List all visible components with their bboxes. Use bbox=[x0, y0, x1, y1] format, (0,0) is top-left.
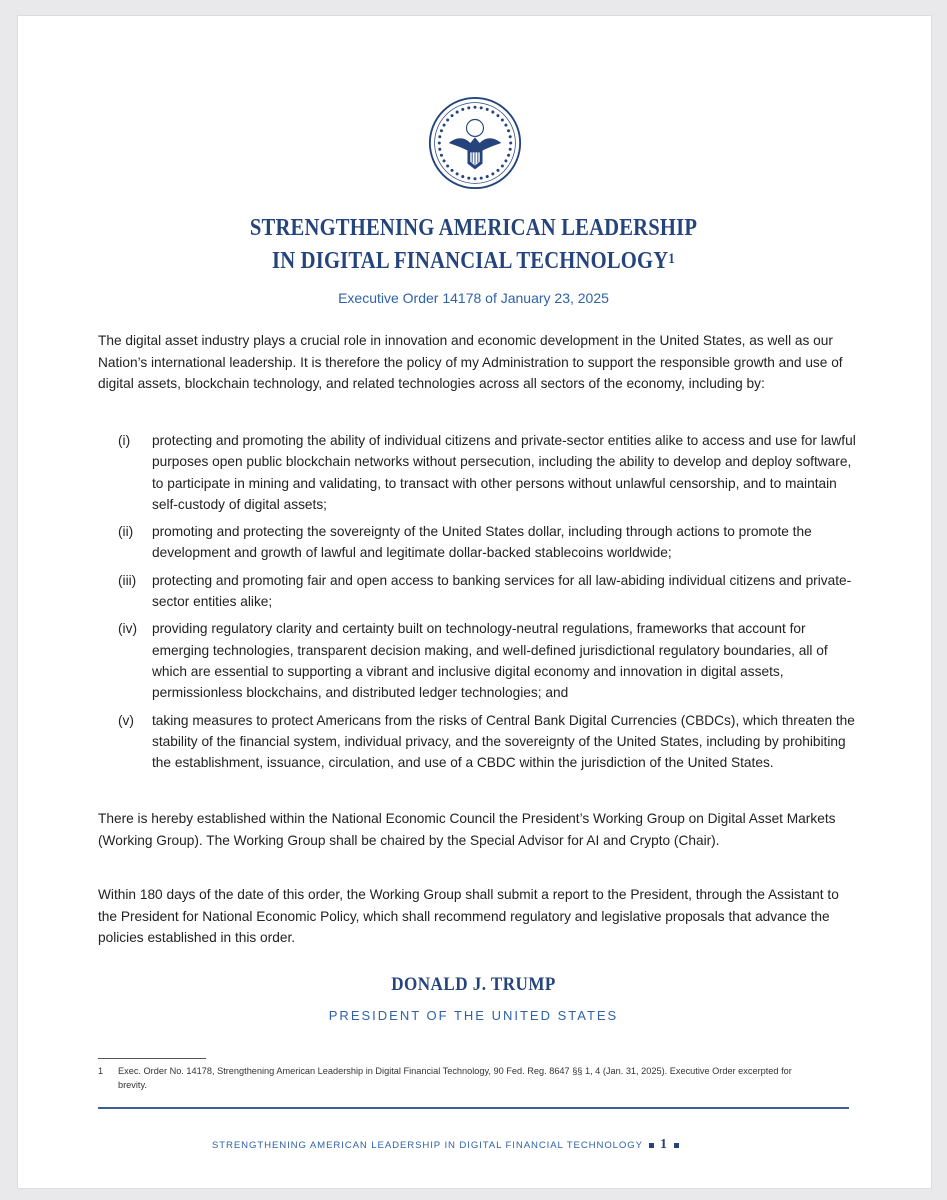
title-footnote-ref[interactable]: 1 bbox=[668, 251, 675, 267]
page-number: 1 bbox=[659, 1137, 668, 1152]
title-line-1: STRENGTHENING AMERICAN LEADERSHIP bbox=[249, 215, 698, 241]
policy-list bbox=[98, 430, 858, 779]
seal-star-icon bbox=[473, 106, 476, 109]
seal-star-icon bbox=[451, 114, 454, 117]
list-item-number: (i) bbox=[118, 433, 131, 448]
seal-star-icon bbox=[456, 172, 459, 175]
list-item bbox=[98, 618, 858, 703]
page-footer bbox=[212, 1137, 685, 1153]
footnote-text: Exec. Order No. 14178, Strengthening American Leadership in Digital Financial Technology, 90 Fed. Reg. 8647 §§ 1, 4 (Jan. 31, 2025). Executive Order excerpted for brevity. bbox=[118, 1066, 792, 1090]
seal-star-icon bbox=[438, 141, 441, 144]
seal-star-icon bbox=[461, 108, 464, 111]
list-item-text: protecting and promoting fair and open access to banking services for all law-abiding individual citizens and private-sector entities alike; bbox=[152, 572, 852, 610]
seal-star-icon bbox=[446, 119, 449, 122]
seal-star-icon bbox=[496, 114, 499, 117]
seal-star-icon bbox=[456, 111, 459, 114]
seal-star-icon bbox=[440, 154, 443, 157]
seal-star-icon bbox=[486, 108, 489, 111]
square-bullet-icon bbox=[649, 1143, 654, 1148]
seal-star-icon bbox=[501, 119, 504, 122]
seal-star-icon bbox=[467, 177, 470, 180]
seal-star-icon bbox=[504, 159, 507, 162]
seal-star-icon bbox=[451, 169, 454, 172]
list-item-text: protecting and promoting the ability of individual citizens and private-sector entities alike to access and use for lawful purposes open public blockchain networks without persecution, including the ability to develop and deploy software, to participate in mining and validating, to transact with other persons without unlawful censorship, and to maintain self-custody of digital assets; bbox=[152, 433, 856, 512]
seal-star-icon bbox=[509, 148, 512, 151]
seal-star-icon bbox=[440, 129, 443, 132]
seal-star-icon bbox=[438, 148, 441, 151]
list-item bbox=[98, 710, 858, 774]
list-item-number: (iii) bbox=[118, 572, 137, 588]
list-item bbox=[98, 430, 858, 515]
seal-star-icon bbox=[507, 154, 510, 157]
list-item bbox=[98, 570, 858, 613]
list-item-number: (ii) bbox=[118, 524, 134, 540]
seal-star-icon bbox=[491, 111, 494, 114]
footer-divider bbox=[98, 1107, 849, 1109]
seal-star-icon bbox=[507, 129, 510, 132]
list-item-number: (iv) bbox=[118, 621, 138, 637]
seal-star-icon bbox=[443, 159, 446, 162]
title-line-2 bbox=[66, 245, 880, 278]
seal-star-icon bbox=[438, 135, 441, 138]
square-bullet-icon bbox=[674, 1143, 679, 1148]
signature-name: DONALD J. TRUMP bbox=[391, 974, 556, 995]
footer-title: STRENGTHENING AMERICAN LEADERSHIP IN DIGITAL FINANCIAL TECHNOLOGY bbox=[212, 1139, 643, 1151]
seal-star-icon bbox=[480, 177, 483, 180]
seal-star-icon bbox=[486, 175, 489, 178]
signature-title: PRESIDENT OF THE UNITED STATES bbox=[328, 1008, 619, 1023]
footnote-number: 1 bbox=[98, 1066, 104, 1076]
list-item-text: providing regulatory clarity and certainty built on technology-neutral regulations, frameworks that account for emerging technologies, transparent decision making, and well-defined jurisdictional regulatory boundaries, all of which are essential to supporting a vibrant and inclusive digital economy and innovation in digital assets, permissionless blockchains, and distributed ledger technologies; and bbox=[152, 621, 828, 701]
seal-star-icon bbox=[491, 172, 494, 175]
footnote bbox=[98, 1064, 818, 1092]
seal-star-icon bbox=[509, 141, 512, 144]
document-title bbox=[66, 212, 880, 278]
list-item-text: taking measures to protect Americans from the risks of Central Bank Digital Currencies (CBDCs), which threaten the stability of the financial system, individual privacy, and the sovereignty of the United States, including by prohibiting the establishment, issuance, circulation, and use of a CBDC within the jurisdiction of the United States. bbox=[152, 712, 855, 771]
footnote-divider bbox=[98, 1058, 206, 1059]
list-item bbox=[98, 521, 858, 564]
seal-star-icon bbox=[496, 169, 499, 172]
working-group-paragraph: There is hereby established within the National Economic Council the President’s Working Group on Digital Asset Markets (Working Group). The Working Group shall be chaired by the Special Advisor for AI and Crypto (Chair). bbox=[98, 811, 836, 848]
list-item-number: (v) bbox=[118, 712, 134, 728]
seal-star-icon bbox=[467, 106, 470, 109]
seal-star-icon bbox=[501, 164, 504, 167]
seal-star-icon bbox=[446, 164, 449, 167]
title-line-2-text: IN DIGITAL FINANCIAL TECHNOLOGY bbox=[272, 248, 669, 274]
list-item-text: promoting and protecting the sovereignty of the United States dollar, including through actions to promote the development and growth of lawful and legitimate dollar-backed stablecoins worldwide; bbox=[152, 524, 812, 561]
seal-star-icon bbox=[480, 106, 483, 109]
presidential-seal-icon bbox=[428, 96, 522, 190]
seal-star-icon bbox=[461, 175, 464, 178]
intro-paragraph: The digital asset industry plays a crucial role in innovation and economic development in the United States, as well as our Nation’s international leadership. It is therefore the policy of my Administration to support the responsible growth and use of digital assets, blockchain technology, and related technologies across all sectors of the economy, including by: bbox=[98, 333, 843, 391]
seal-star-icon bbox=[443, 124, 446, 127]
executive-order-subtitle: Executive Order 14178 of January 23, 2025 bbox=[338, 290, 609, 306]
seal-star-icon bbox=[504, 124, 507, 127]
report-paragraph: Within 180 days of the date of this order, the Working Group shall submit a report to the President, through the Assistant to the President for National Economic Policy, which shall recommend regulatory and legislative proposals that advance the policies established in this order. bbox=[98, 887, 839, 945]
seal-star-icon bbox=[509, 135, 512, 138]
seal-star-icon bbox=[473, 177, 476, 180]
